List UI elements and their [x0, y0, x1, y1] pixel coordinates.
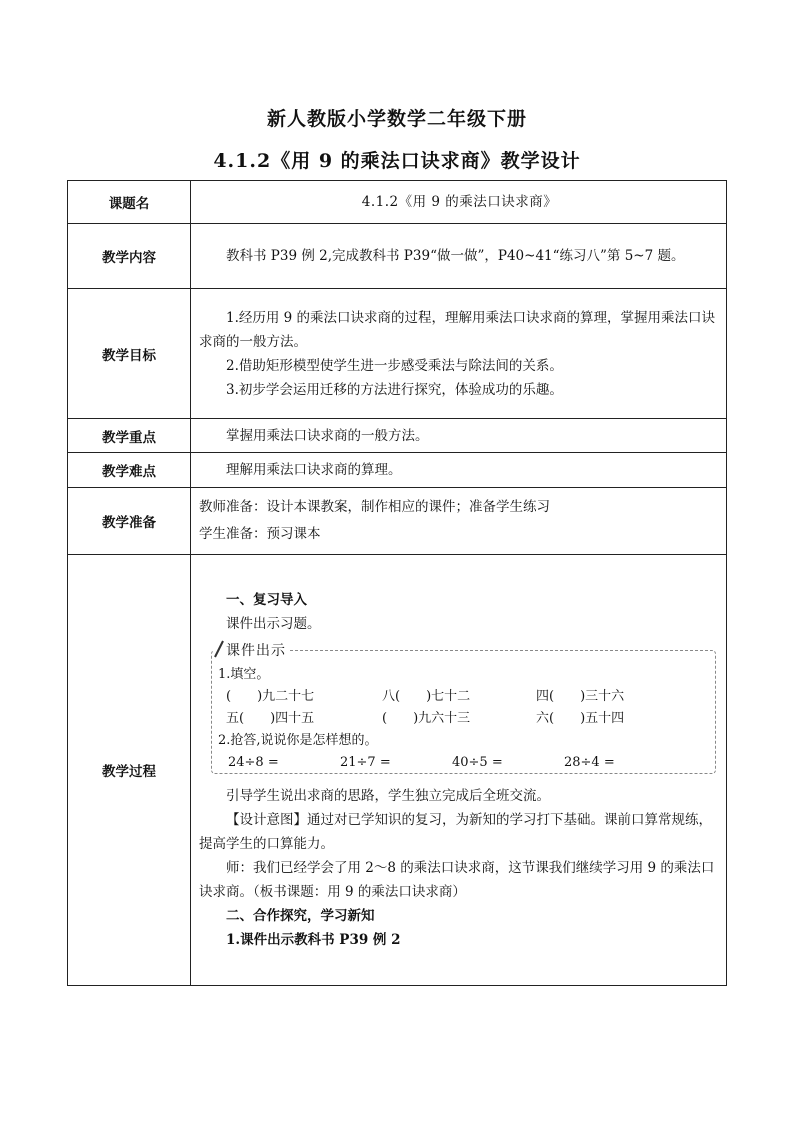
calc-item: 40÷5 =: [452, 755, 503, 770]
doc-title: 新人教版小学数学二年级下册: [266, 108, 527, 130]
calc-item: 24÷8 =: [228, 755, 279, 770]
section-heading: 二、合作探究，学习新知: [226, 908, 375, 924]
doc-subtitle: 4.1.2《用 9 的乘法口诀求商》教学设计: [213, 150, 581, 172]
label-teaching-goals: 教学目标: [68, 289, 191, 419]
row-teaching-content: [68, 224, 727, 289]
row-teaching-process: [68, 555, 727, 986]
fill-item: 八( )七十二: [382, 689, 471, 704]
value-key-point: [191, 419, 727, 453]
value-teaching-process: [191, 555, 727, 986]
content-text: 教科书 P39 例 2,完成教科书 P39“做一做”，P40~41“练习八”第 5~7 题。: [226, 248, 685, 264]
section-heading: 一、复习导入: [226, 592, 307, 608]
question-title: [218, 664, 709, 686]
calc-item: 28÷4 =: [564, 755, 615, 770]
value-course-title: 4.1.2《用 9 的乘法口诀求商》: [191, 181, 727, 224]
calc-item: 21÷7 =: [340, 755, 391, 770]
goal-item: 2.借助矩形模型使学生进一步感受乘法与除法间的关系。: [226, 357, 563, 374]
q2-label: 2.抢答,说说你是怎样想的。: [218, 733, 378, 748]
label-key-point: 教学重点: [68, 419, 191, 453]
goal-item: 1.经历用 9 的乘法口诀求商的过程，理解用乘法口诀求商的算理，掌握用乘法口诀求商的一般方法。: [199, 309, 716, 350]
row-difficulty: [68, 453, 727, 488]
pen-icon: [214, 640, 224, 658]
value-teaching-goals: [191, 289, 727, 419]
row-teaching-goals: [68, 289, 727, 419]
courseware-header: [214, 640, 290, 662]
fill-item: 五( )四十五: [226, 711, 315, 726]
fill-row: [218, 708, 709, 730]
fill-row: [218, 686, 709, 708]
label-preparation: 教学准备: [68, 488, 191, 555]
fill-item: 四( )三十六: [536, 689, 625, 704]
value-teaching-content: [191, 224, 727, 289]
courseware-body: [218, 664, 709, 774]
question-title: [218, 730, 709, 752]
row-preparation: [68, 488, 727, 555]
fill-item: 六( )五十四: [536, 711, 625, 726]
student-prep: 学生准备：预习课本: [199, 526, 321, 542]
label-teaching-content: 教学内容: [68, 224, 191, 289]
row-course-title: [68, 181, 727, 224]
fill-item: ( )九六十三: [382, 711, 471, 726]
label-teaching-process: 教学过程: [68, 555, 191, 986]
courseware-box: [211, 643, 716, 774]
lesson-plan-table: [67, 180, 727, 986]
label-course-title: 课题名: [68, 181, 191, 224]
key-point-text: 掌握用乘法口诀求商的一般方法。: [226, 427, 429, 444]
intro-text: 课件出示习题。: [226, 616, 321, 632]
teacher-speech: 师：我们已经学会了用 2～8 的乘法口诀求商，这节课我们继续学习用 9 的乘法口诀求商。（板书课题：用 9 的乘法口诀求商）: [199, 860, 715, 900]
difficulty-text: 理解用乘法口诀求商的算理。: [226, 462, 402, 478]
teacher-prep: 教师准备：设计本课教案，制作相应的课件；准备学生练习: [199, 499, 550, 515]
guide-text: 引导学生说出求商的思路，学生独立完成后全班交流。: [226, 788, 550, 804]
design-intent: 【设计意图】通过对已学知识的复习，为新知的学习打下基础。课前口算常规练，提高学生的口算能力。: [199, 812, 712, 852]
row-key-point: [68, 419, 727, 453]
courseware-header-label: 课件出示: [226, 643, 286, 659]
label-difficulty: 教学难点: [68, 453, 191, 488]
value-difficulty: [191, 453, 727, 488]
step-heading: 1.课件出示教科书 P39 例 2: [226, 932, 401, 948]
goal-item: 3.初步学会运用迁移的方法进行探究，体验成功的乐趣。: [226, 381, 563, 398]
q1-label: 1.填空。: [218, 667, 270, 682]
calc-row: [218, 752, 709, 774]
value-preparation: [191, 488, 727, 555]
fill-item: ( )九二十七: [226, 689, 315, 704]
